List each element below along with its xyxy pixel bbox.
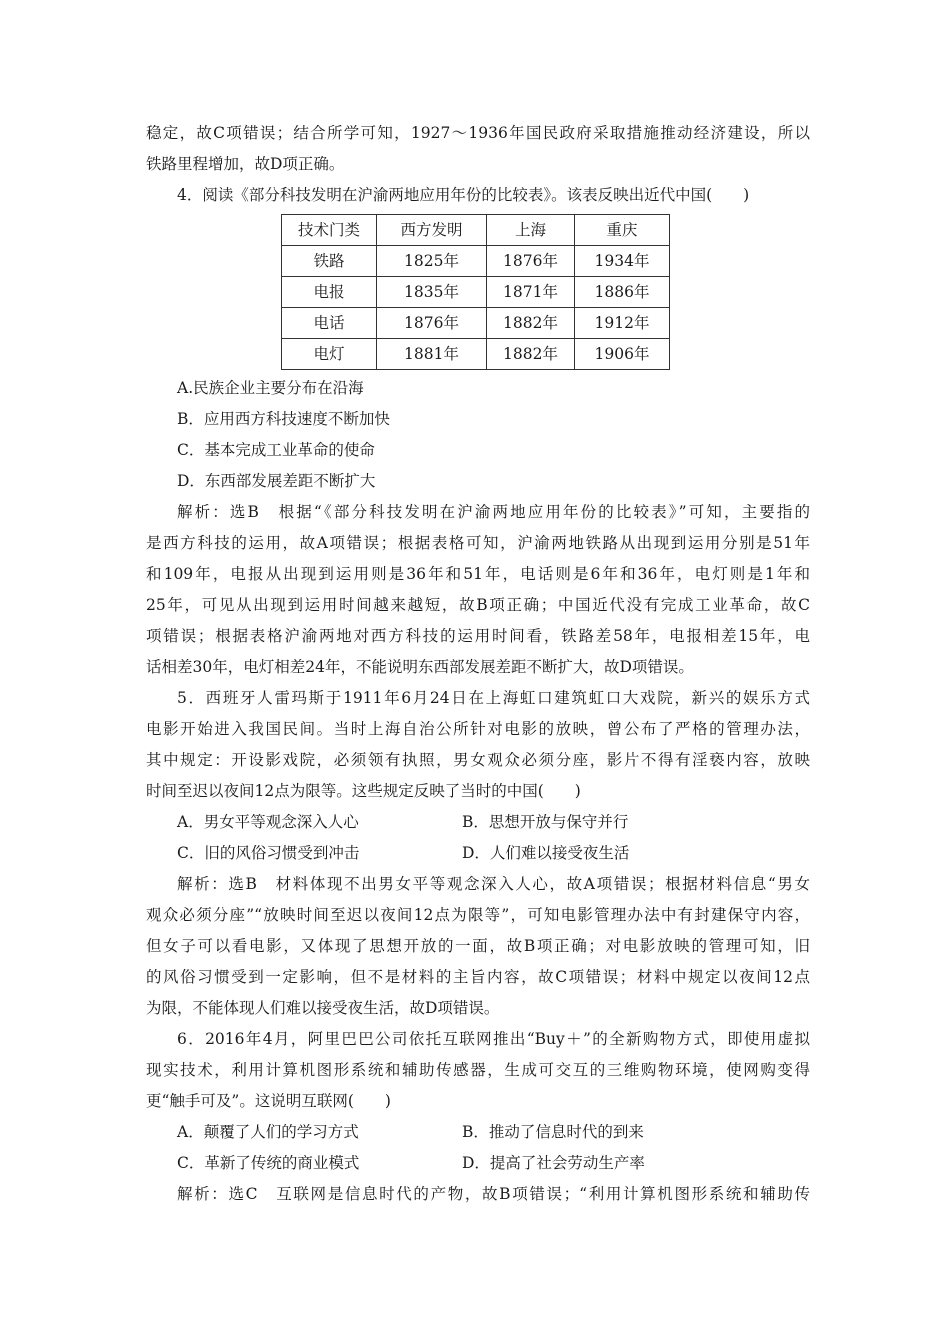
q5-option-b: B．思想开放与保守并行 [462, 813, 629, 831]
q5-analysis-line: 为限，不能体现人们难以接受夜生活，故D项错误。 [146, 999, 500, 1017]
table-header-cell: 重庆 [575, 215, 670, 246]
table-row [282, 339, 670, 370]
q4-analysis-line: 25年，可见从出现到运用时间越来越短，故B项正确；中国近代没有完成工业革命，故C [146, 596, 810, 614]
q6-option-c: C．革新了传统的商业模式 [177, 1154, 360, 1172]
table-cell: 1835年 [377, 277, 487, 308]
q5-option-d: D．人们难以接受夜生活 [462, 844, 630, 862]
table-cell: 铁路 [282, 246, 377, 277]
table-cell: 1825年 [377, 246, 487, 277]
q5-stem-line: 5．西班牙人雷玛斯于1911年6月24日在上海虹口建筑虹口大戏院，新兴的娱乐方式 [177, 689, 810, 707]
q5-analysis-line: 但女子可以看电影，又体现了思想开放的一面，故B项正确；对电影放映的管理可知，旧 [146, 937, 810, 955]
q4-option-b: B．应用西方科技速度不断加快 [177, 410, 390, 428]
table-cell: 1886年 [575, 277, 670, 308]
q6-option-row [146, 1117, 810, 1148]
q5-stem-line: 电影开始进入我国民间。当时上海自治公所针对电影的放映，曾公布了严格的管理办法， [146, 720, 810, 738]
table-cell: 1882年 [487, 308, 575, 339]
table-cell: 1934年 [575, 246, 670, 277]
intro-line: 铁路里程增加，故D项正确。 [146, 155, 345, 173]
q5-option-row [146, 807, 810, 838]
q5-option-c: C．旧的风俗习惯受到冲击 [177, 844, 360, 862]
q6-stem-line: 现实技术，利用计算机图形系统和辅助传感器，生成可交互的三维购物环境，使网购变得 [146, 1061, 810, 1079]
q5-option-a: A．男女平等观念深入人心 [177, 813, 359, 831]
q6-option-d: D．提高了社会劳动生产率 [462, 1154, 645, 1172]
q4-option-d: D．东西部发展差距不断扩大 [177, 472, 376, 490]
q4-analysis-line: 是西方科技的运用，故A项错误；根据表格可知，沪渝两地铁路从出现到运用分别是51年 [146, 534, 810, 552]
document-content [146, 118, 810, 1210]
intro-line: 稳定，故C项错误；结合所学可知，1927～1936年国民政府采取措施推动经济建设，所以 [146, 124, 810, 142]
table-cell: 1876年 [377, 308, 487, 339]
table-cell: 电报 [282, 277, 377, 308]
q4-analysis-line: 和109年，电报从出现到运用则是36年和51年，电话则是6年和36年，电灯则是1年和 [146, 565, 810, 583]
table-row [282, 246, 670, 277]
q4-analysis-line: 项错误；根据表格沪渝两地对西方科技的运用时间看，铁路差58年，电报相差15年，电 [146, 627, 810, 645]
q6-option-a: A．颠覆了人们的学习方式 [177, 1123, 359, 1141]
q5-analysis-line: 解析：选B 材料体现不出男女平等观念深入人心，故A项错误；根据材料信息“男女 [177, 875, 810, 893]
q6-stem-line: 更“触手可及”。这说明互联网( ) [146, 1092, 391, 1110]
q5-stem-line: 其中规定：开设影戏院，必须领有执照，男女观众必须分座，影片不得有淫亵内容，放映 [146, 751, 810, 769]
q4-analysis-line: 解析：选B 根据“《部分科技发明在沪渝两地应用年份的比较表》”可知，主要指的 [177, 503, 810, 521]
q6-stem-line: 6．2016年4月，阿里巴巴公司依托互联网推出“Buy＋”的全新购物方式，即使用虚拟 [177, 1030, 810, 1048]
table-cell: 电灯 [282, 339, 377, 370]
table-cell: 1906年 [575, 339, 670, 370]
q5-option-row [146, 838, 810, 869]
q4-stem: 4．阅读《部分科技发明在沪渝两地应用年份的比较表》。该表反映出近代中国( ) [177, 186, 750, 204]
table-cell: 1882年 [487, 339, 575, 370]
q5-analysis-line: 的风俗习惯受到一定影响，但不是材料的主旨内容，故C项错误；材料中规定以夜间12点 [146, 968, 810, 986]
q5-analysis-line: 观众必须分座”“放映时间至迟以夜间12点为限等”，可知电影管理办法中有封建保守内容， [146, 906, 810, 924]
table-cell: 1876年 [487, 246, 575, 277]
table-header-cell: 技术门类 [282, 215, 377, 246]
q6-option-row [146, 1148, 810, 1179]
q4-option-c: C．基本完成工业革命的使命 [177, 441, 375, 459]
q4-analysis-line: 话相差30年，电灯相差24年，不能说明东西部发展差距不断扩大，故D项错误。 [146, 658, 694, 676]
table-cell: 1871年 [487, 277, 575, 308]
table-header-cell: 西方发明 [377, 215, 487, 246]
table-cell: 1912年 [575, 308, 670, 339]
q4-option-a: A.民族企业主要分布在沿海 [177, 379, 364, 397]
table-cell: 电话 [282, 308, 377, 339]
table-header-cell: 上海 [487, 215, 575, 246]
q5-stem-line: 时间至迟以夜间12点为限等。这些规定反映了当时的中国( ) [146, 782, 581, 800]
table-row [282, 308, 670, 339]
table-cell: 1881年 [377, 339, 487, 370]
table-header-row [282, 215, 670, 246]
q6-option-b: B．推动了信息时代的到来 [462, 1123, 644, 1141]
tech-comparison-table [281, 214, 670, 370]
q6-analysis-line: 解析：选C 互联网是信息时代的产物，故B项错误；“利用计算机图形系统和辅助传 [177, 1185, 810, 1203]
table-row [282, 277, 670, 308]
